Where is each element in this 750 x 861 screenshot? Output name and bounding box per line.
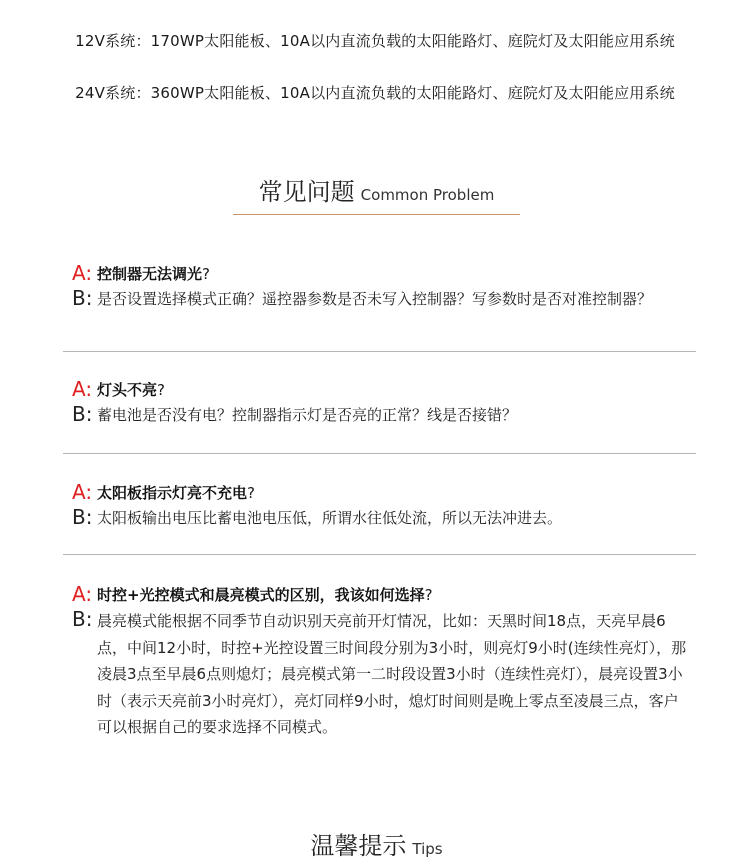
faq-answer xyxy=(72,506,692,531)
question-marker: A: xyxy=(72,261,93,285)
faq-answer xyxy=(72,403,692,428)
question-mark: ? xyxy=(202,265,210,283)
faq-answer xyxy=(72,608,692,741)
question-text: 控制器无法调光 xyxy=(97,265,203,283)
answer-marker: B: xyxy=(72,505,93,529)
faq-question xyxy=(72,378,692,403)
tips-section-header xyxy=(233,826,520,861)
divider xyxy=(63,351,696,352)
question-text: 时控+光控模式和晨亮模式的区别，我该如何选择 xyxy=(97,586,425,604)
faq-question xyxy=(72,583,692,608)
answer-text: 太阳板输出电压比蓄电池电压低，所谓水往低处流，所以无法冲进去。 xyxy=(97,509,563,527)
question-mark: ? xyxy=(424,586,433,604)
question-marker: A: xyxy=(72,377,93,401)
faq-answer xyxy=(72,287,692,312)
question-marker: A: xyxy=(72,582,93,606)
answer-text: 蓄电池是否没有电？控制器指示灯是否亮的正常？线是否接错？ xyxy=(97,406,518,424)
faq-title-cn: 常见问题 xyxy=(258,178,355,206)
question-marker: A: xyxy=(72,480,93,504)
faq-question xyxy=(72,481,692,506)
divider xyxy=(63,554,696,555)
faq-title-en: Common Problem xyxy=(360,186,495,204)
answer-marker: B: xyxy=(72,286,93,310)
answer-text: 是否设置选择模式正确？遥控器参数是否未写入控制器？写参数时是否对准控制器？ xyxy=(97,290,653,308)
answer-marker: B: xyxy=(72,402,93,426)
faq-item xyxy=(72,481,692,531)
faq-question xyxy=(72,262,692,287)
divider xyxy=(63,453,696,454)
answer-text: 晨亮模式能根据不同季节自动识别天亮前开灯情况，比如：天黑时间18点，天亮早晨6点，中间12小时，时控+光控设置三时间段分别为3小时，则亮灯9小时(连续性亮灯），那凌晨3点至早晨6点则熄灯；晨亮模式第一二时段设置3小时（连续性亮灯），晨亮设置3小时（表示天亮前3小时亮灯），亮灯同样9小时，熄灯时间则是晚上零点至凌晨三点，客户可以根据自己的要求选择不同模式。 xyxy=(97,612,687,736)
question-text: 太阳板指示灯亮不充电 xyxy=(97,484,248,502)
faq-section-header xyxy=(233,172,520,215)
answer-marker: B: xyxy=(72,607,93,631)
faq-item xyxy=(72,583,692,741)
question-mark: ? xyxy=(247,484,255,502)
tips-title-en: Tips xyxy=(412,840,443,858)
spec-line-12v: 12V系统：170WP太阳能板、10A以内直流负载的太阳能路灯、庭院灯及太阳能应用系统 xyxy=(75,32,675,50)
spec-line-24v: 24V系统：360WP太阳能板、10A以内直流负载的太阳能路灯、庭院灯及太阳能应用系统 xyxy=(75,84,675,102)
question-mark: ? xyxy=(157,381,165,399)
question-text: 灯头不亮 xyxy=(97,381,158,399)
faq-item xyxy=(72,262,692,312)
tips-title-cn: 温馨提示 xyxy=(310,832,407,860)
faq-item xyxy=(72,378,692,428)
